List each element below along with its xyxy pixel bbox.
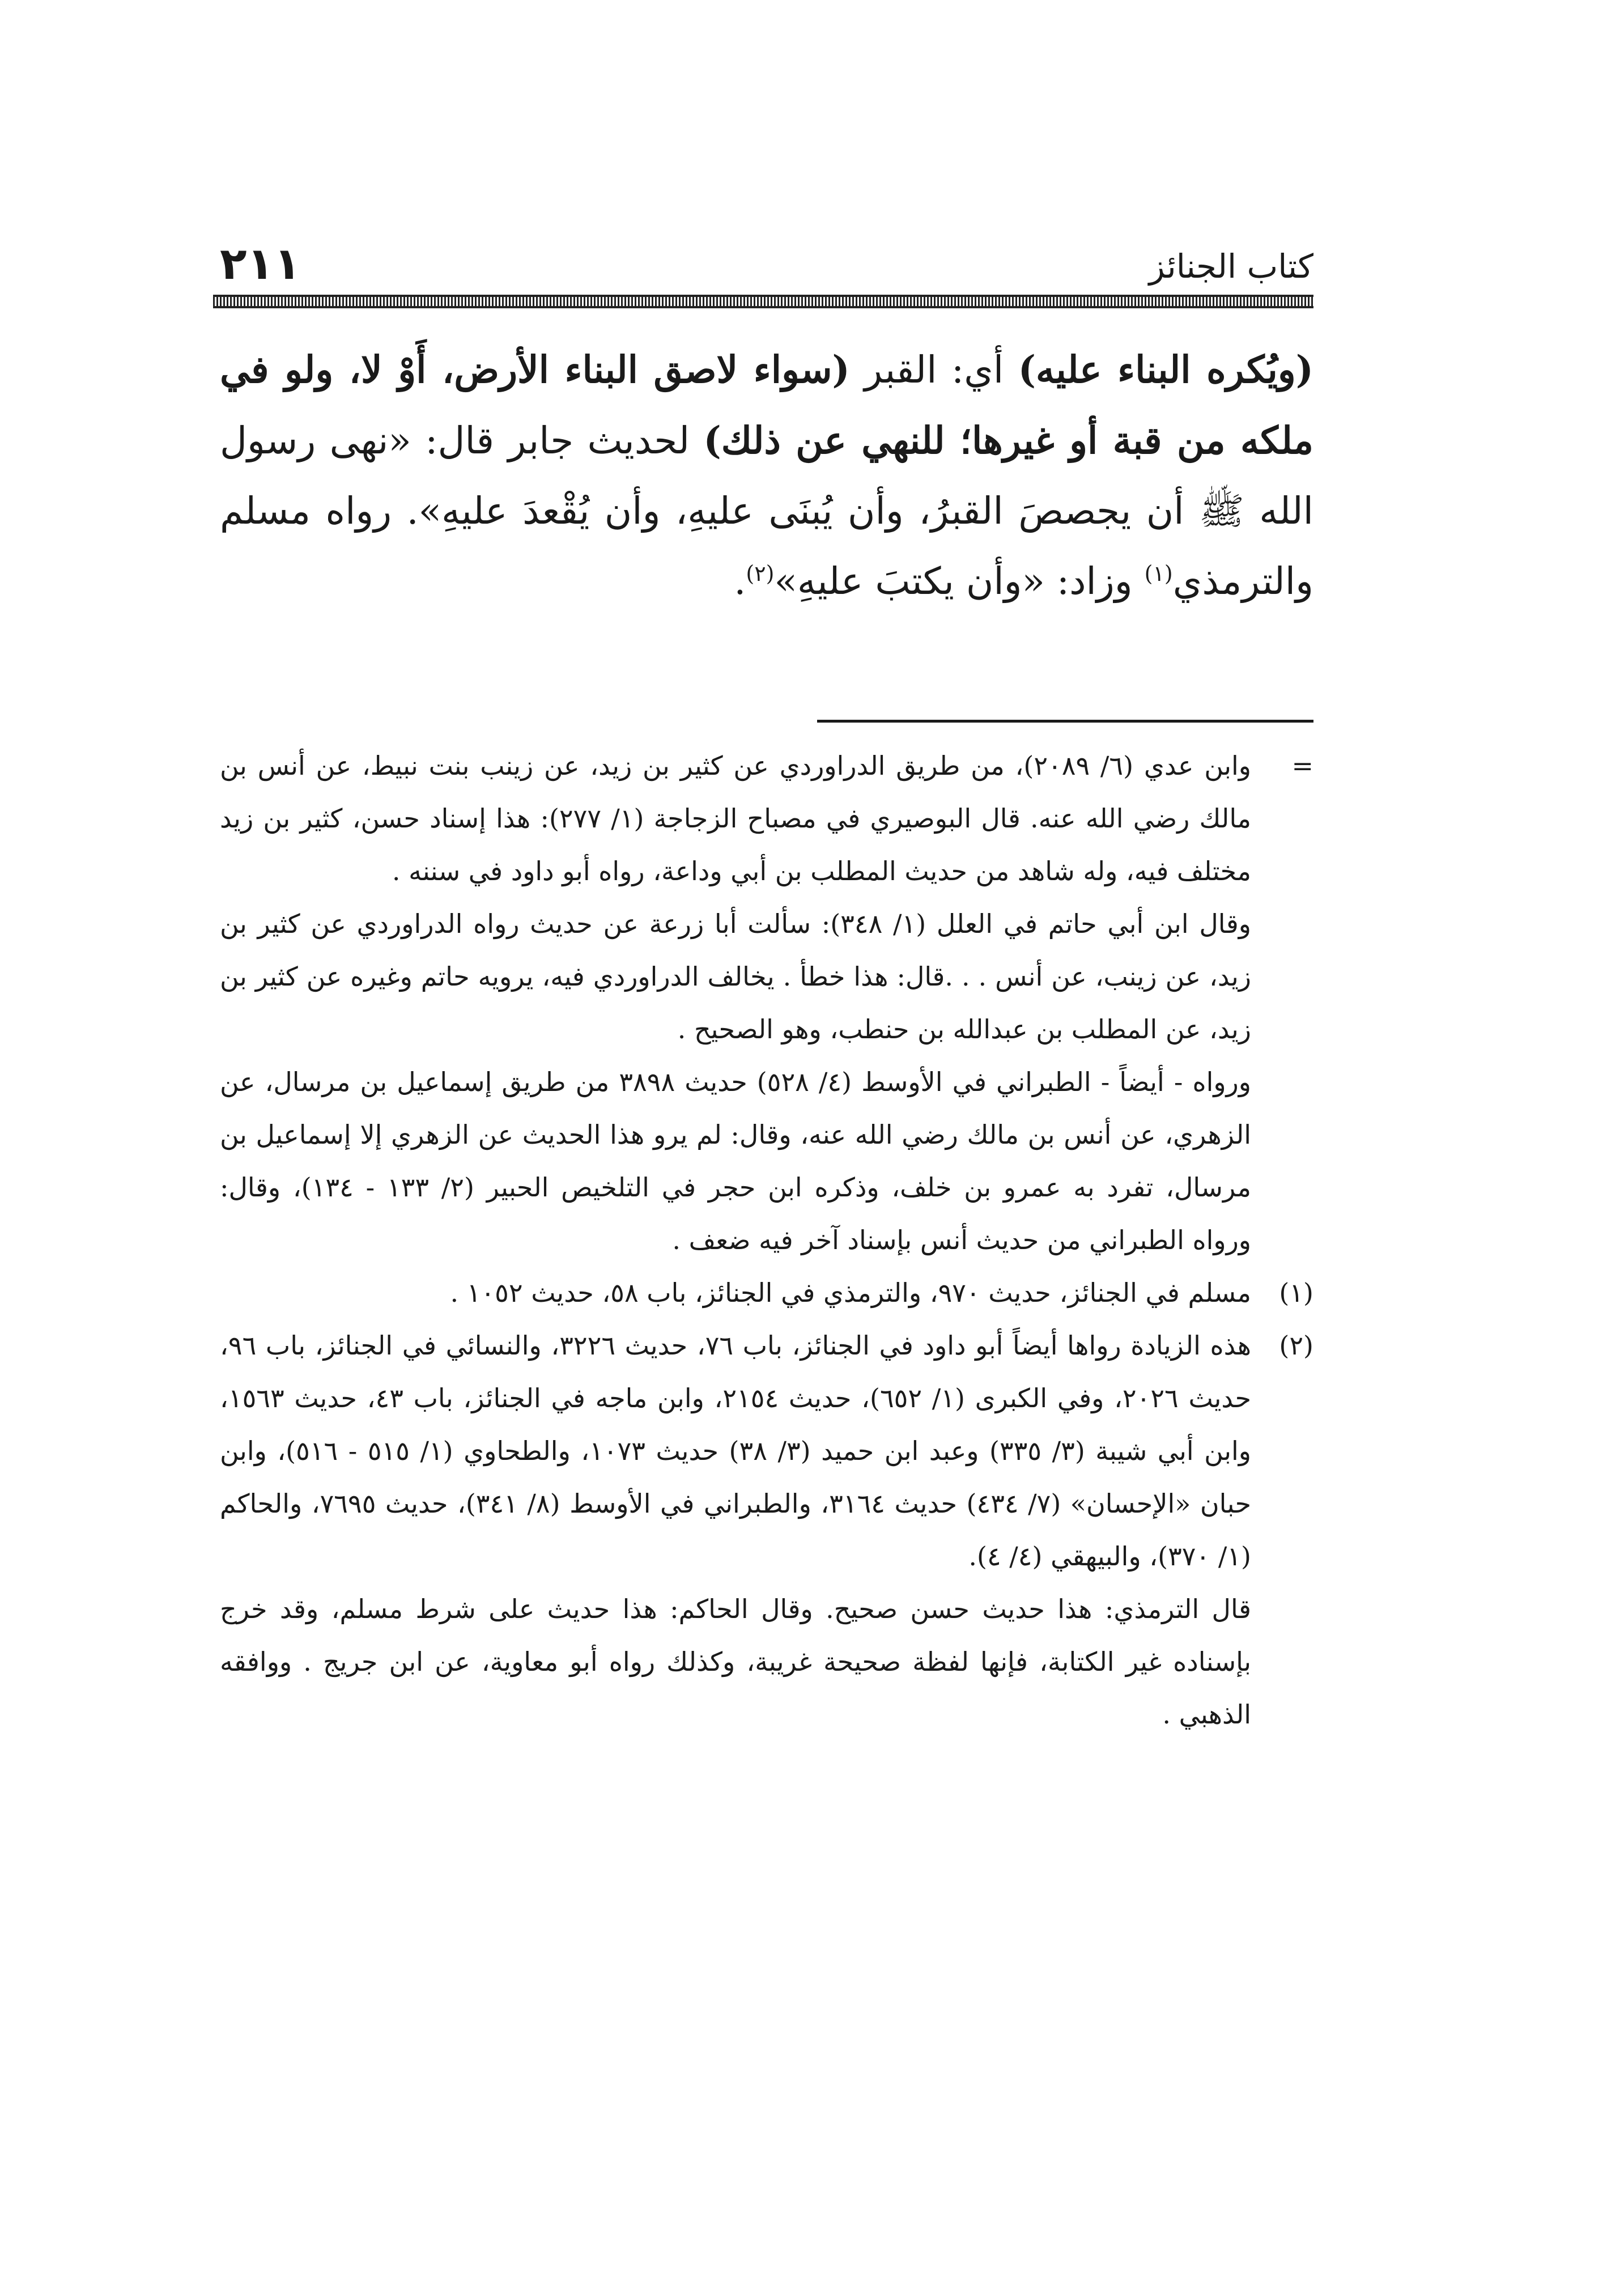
footnote-paragraph: وقال ابن أبي حاتم في العلل (١/ ٣٤٨): سألت أبا زرعة عن حديث رواه الدراوردي عن كثير بن زيد، عن زينب، عن أنس . . .قال: هذا خطأ . يخالف الدراوردي فيه، يرويه حاتم وغيره عن كثير بن زيد، عن المطلب بن عبدالله بن حنطب، وهو الصحيح . — [220, 908, 1252, 1044]
footnote-paragraph: هذه الزيادة رواها أيضاً أبو داود في الجنائز، باب ٧٦، حديث ٣٢٢٦، والنسائي في الجنائز، باب ٩٦، حديث ٢٠٢٦، وفي الكبرى (١/ ٦٥٢)، حديث ٢١٥٤، وابن ماجه في الجنائز، باب ٤٣، حديث ١٥٦٣، وابن أبي شيبة (٣/ ٣٣٥) وعبد ابن حميد (٣/ ٣٨) حديث ١٠٧٣، والطحاوي (١/ ٥١٥ - ٥١٦)، وابن حبان «الإحسان» (٧/ ٤٣٤) حديث ٣١٦٤، والطبراني في الأوسط (٨/ ٣٤١)، حديث ٧٦٩٥، والحاكم (١/ ٣٧٠)، والبيهقي (٤/ ٤). — [220, 1330, 1252, 1572]
commentary-4: . — [734, 559, 746, 603]
footnote-paragraph: قال الترمذي: هذا حديث حسن صحيح. وقال الحاكم: هذا حديث على شرط مسلم، وقد خرج بإسناده غير الكتابة، فإنها لفظة صحيحة غريبة، وكذلك رواه أبو معاوية، عن ابن جريج . ووافقه الذهبي . — [220, 1594, 1251, 1730]
footnote-2 — [220, 1319, 1313, 1741]
matn-phrase-2: (سواء لاصق البناء الأرض، أَوْ لا، ولو في ملكه من قبة أو غيرها؛ للنهي عن ذلك) — [220, 347, 1313, 462]
main-paragraph — [220, 334, 1313, 617]
main-text — [220, 334, 1313, 617]
footnote-body — [220, 1319, 1251, 1741]
running-title: كتاب الجنائز — [1149, 247, 1313, 286]
footnote-paragraph: وابن عدي (٦/ ٢٠٨٩)، من طريق الدراوردي عن كثير بن زيد، عن زينب بنت نبيط، عن أنس بن مالك رضي الله عنه. قال البوصيري في مصباح الزجاجة (١/ ٢٧٧): هذا إسناد حسن، كثير بن زيد مختلف فيه، وله شاهد من حديث المطلب بن أبي وداعة، رواه أبو داود في سننه . — [220, 750, 1252, 886]
commentary-3: وزاد: «وأن يكتبَ عليهِ» — [774, 559, 1145, 603]
commentary-1: أي: القبر — [849, 348, 1018, 392]
commentary-2: لحديث جابر قال: «نهى رسول الله ﷺ أن يجصصَ القبرُ، وأن يُبنَى عليهِ، وأن يُقْعدَ عليهِ». رواه مسلم والترمذي — [220, 419, 1313, 603]
footnote-body — [220, 740, 1251, 1267]
footnote-ref-1: (١) — [1144, 561, 1173, 586]
footnote-paragraph: ورواه - أيضاً - الطبراني في الأوسط (٤/ ٥٢٨) حديث ٣٨٩٨ من طريق إسماعيل بن مرسال، عن الزهري، عن أنس بن مالك رضي الله عنه، وقال: لم يرو هذا الحديث عن الزهري إلا إسماعيل بن مرسال، تفرد به عمرو بن خلف، وذكره ابن حجر في التلخيص الحبير (٢/ ١٣٣ - ١٣٤)، وقال: ورواه الطبراني من حديث أنس بإسناد آخر فيه ضعف . — [220, 1067, 1251, 1255]
footnote-separator — [817, 720, 1313, 723]
page-header — [220, 224, 1313, 290]
matn-phrase-1: (ويُكره البناء عليه) — [1018, 347, 1313, 392]
footnote-marker: (٢) — [1279, 1330, 1313, 1361]
footnote-paragraph: مسلم في الجنائز، حديث ٩٧٠، والترمذي في الجنائز، باب ٥٨، حديث ١٠٥٢ . — [450, 1277, 1251, 1308]
continuation-marker: = — [1291, 750, 1313, 781]
footnote-body — [220, 1267, 1251, 1319]
footnote-marker: (١) — [1279, 1277, 1313, 1308]
footnote-ref-2: (٢) — [746, 561, 775, 586]
page-number: ٢١١ — [220, 239, 301, 290]
footnotes — [220, 740, 1313, 1741]
footnote-1 — [220, 1267, 1313, 1319]
header-rule — [213, 295, 1313, 308]
footnote-continuation — [220, 740, 1313, 1267]
